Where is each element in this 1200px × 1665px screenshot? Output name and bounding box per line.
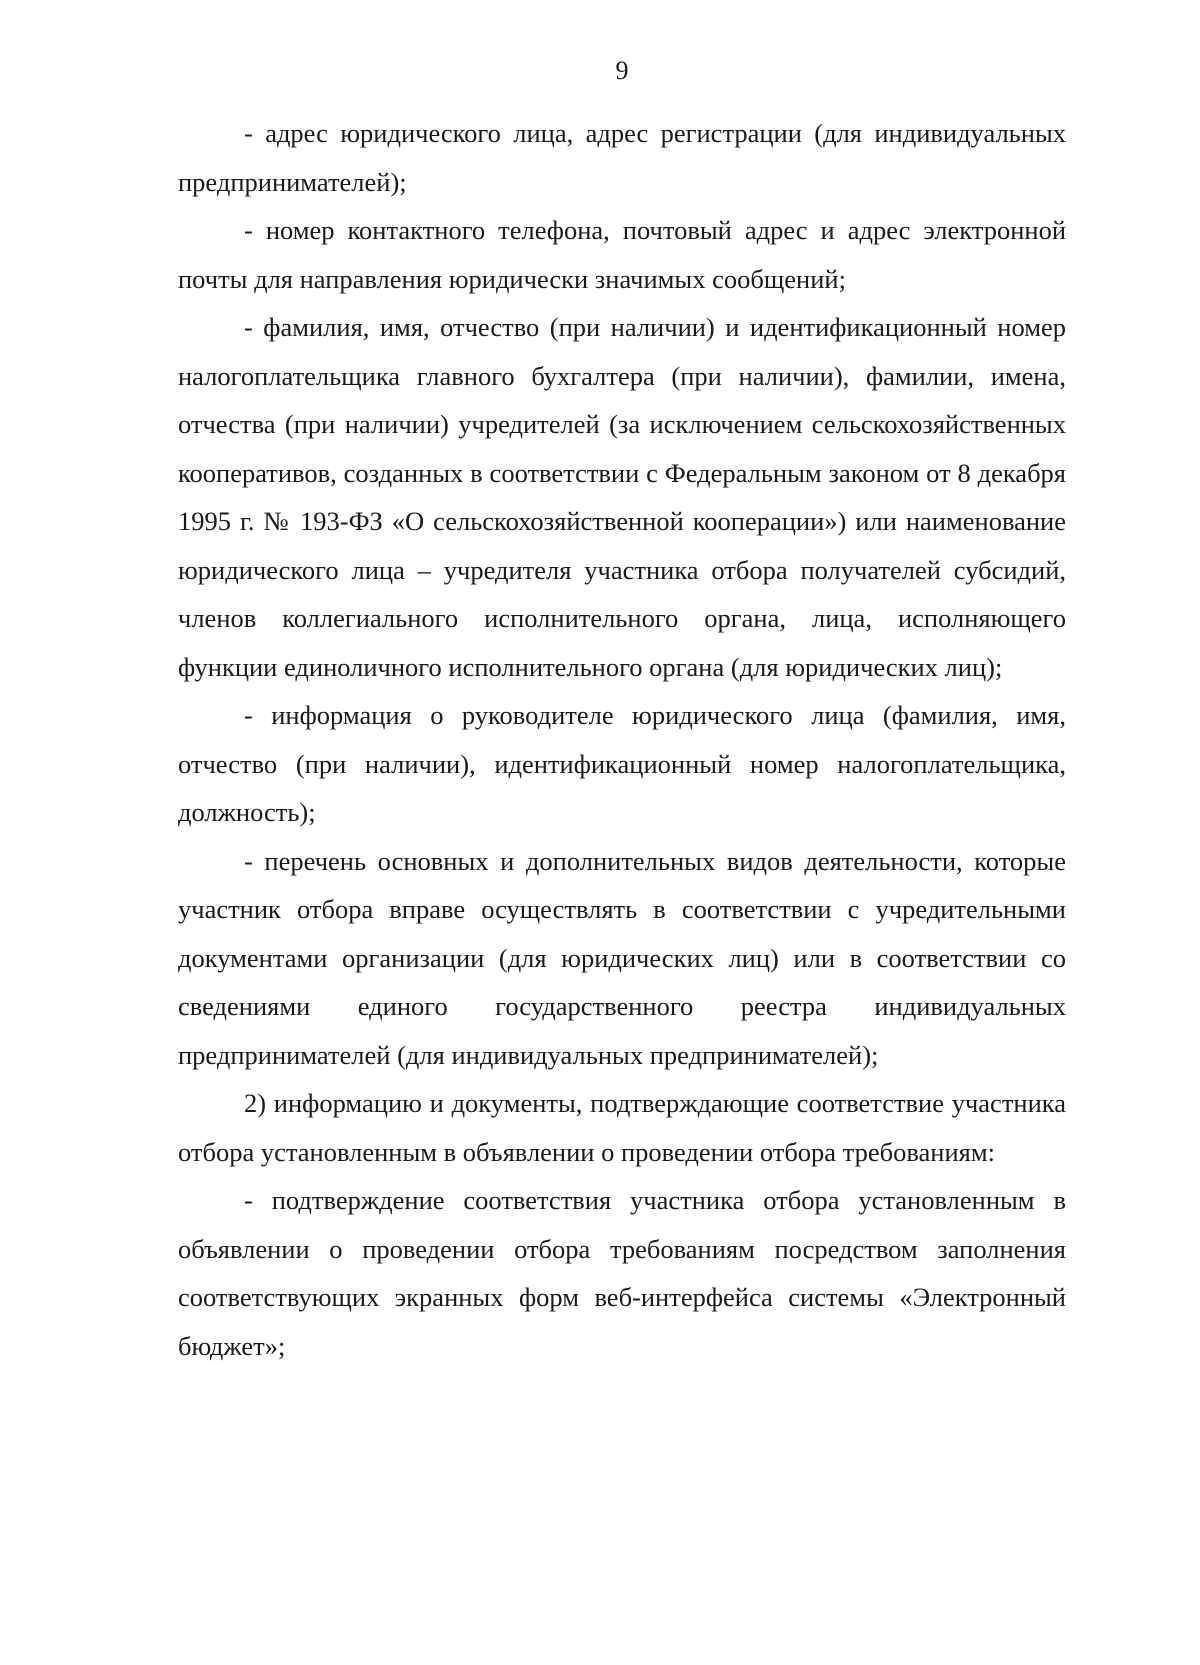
paragraph-confirming-documents: 2) информацию и документы, подтверждающие соответствие участника отбора установленным в объявлении о проведении отбора требованиям: xyxy=(178,1088,1066,1167)
paragraph-founders-info: - фамилия, имя, отчество (при наличии) и идентификационный номер налогоплательщика главного бухгалтера (при наличии), фамилии, имена, отчества (при наличии) учредителей (за исключением сельскохозяйственных кооперативов, созданных в соответствии с Федеральным законом от 8 декабря 1995 г. № 193-ФЗ «О сельскохозяйственной кооперации») или наименование юридического лица – учредителя участника отбора получателей субсидий, членов коллегиального исполнительного органа, лица, исполняющего функции единоличного исполнительного органа (для юридических лиц); xyxy=(178,312,1066,682)
page-number: 9 xyxy=(615,56,629,85)
paragraph-activities-list: - перечень основных и дополнительных видов деятельности, которые участник отбора вправе осуществлять в соответствии с учредительными документами организации (для юридических лиц) или в соответствии со сведениями единого государственного реестра индивидуальных предпринимателей (для индивидуальных предпринимателей); xyxy=(178,845,1066,1070)
paragraph-contact-info: - номер контактного телефона, почтовый адрес и адрес электронной почты для направления юридически значимых сообщений; xyxy=(178,215,1066,294)
paragraph-confirmation-electronic-budget: - подтверждение соответствия участника отбора установленным в объявлении о проведении отбора требованиям посредством заполнения соответствующих экранных форм веб-интерфейса системы «Электронный бюджет»; xyxy=(178,1185,1066,1361)
document-body xyxy=(178,109,1066,1370)
paragraph-head-info: - информация о руководителе юридического лица (фамилия, имя, отчество (при наличии), идентификационный номер налогоплательщика, должность); xyxy=(178,700,1066,827)
paragraph-legal-address: - адрес юридического лица, адрес регистрации (для индивидуальных предпринимателей); xyxy=(178,118,1066,197)
